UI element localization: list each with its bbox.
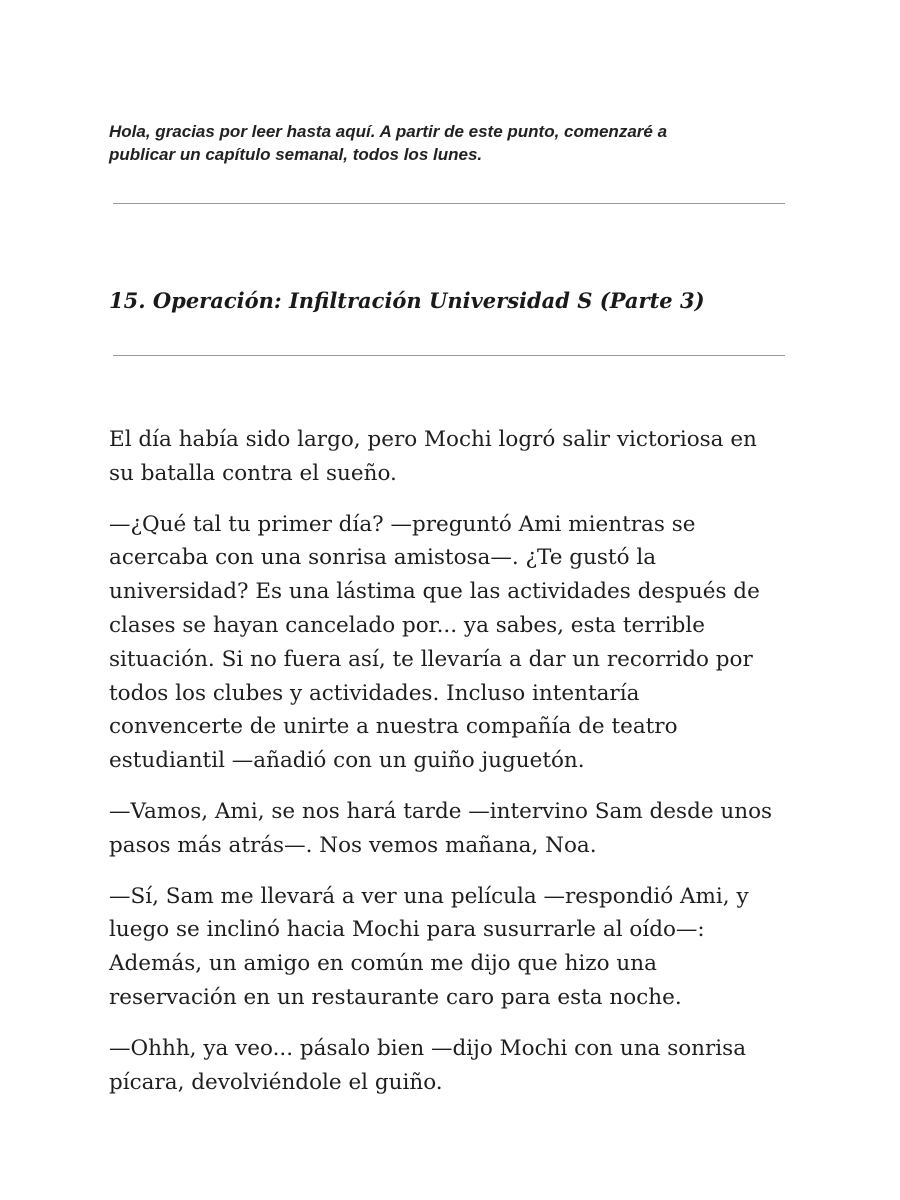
text-line: pícara, devolviéndole el guiño. <box>109 1069 443 1095</box>
text-line: —¿Qué tal tu primer día? —preguntó Ami mientras se <box>109 511 696 537</box>
chapter-body <box>109 423 799 1116</box>
text-line: reservación en un restaurante caro para esta noche. <box>109 984 682 1010</box>
text-line: situación. Si no fuera así, te llevaría a dar un recorrido por <box>109 646 753 672</box>
text-line: —Sí, Sam me llevará a ver una película —respondió Ami, y <box>109 883 749 909</box>
text-line: clases se hayan cancelado por... ya sabes, esta terrible <box>109 612 705 638</box>
text-line: su batalla contra el sueño. <box>109 460 397 486</box>
paragraph <box>109 508 799 778</box>
text-line: Además, un amigo en común me dijo que hizo una <box>109 951 657 977</box>
author-note-line: Hola, gracias por leer hasta aquí. A partir de este punto, comenzaré a <box>109 122 668 141</box>
text-line: universidad? Es una lástima que las actividades después de <box>109 579 760 605</box>
text-line: acercaba con una sonrisa amistosa—. ¿Te gustó la <box>109 545 657 571</box>
text-line: convencerte de unirte a nuestra compañía de teatro <box>109 714 678 740</box>
paragraph <box>109 795 799 863</box>
author-note-line: publicar un capítulo semanal, todos los lunes. <box>109 145 483 164</box>
text-line: todos los clubes y actividades. Incluso intentaría <box>109 680 640 706</box>
text-line: —Vamos, Ami, se nos hará tarde —intervino Sam desde unos <box>109 798 773 824</box>
author-note <box>109 120 769 166</box>
paragraph <box>109 1032 799 1100</box>
text-line: El día había sido largo, pero Mochi logró salir victoriosa en <box>109 427 757 452</box>
text-line: pasos más atrás—. Nos vemos mañana, Noa. <box>109 832 597 858</box>
text-line: —Ohhh, ya veo... pásalo bien —dijo Mochi con una sonrisa <box>109 1035 747 1061</box>
paragraph <box>109 880 799 1015</box>
chapter-title: 15. Operación: Infiltración Universidad S (Parte 3) <box>109 288 705 313</box>
text-line: luego se inclinó hacia Mochi para susurrarle al oído—: <box>109 917 705 943</box>
horizontal-divider <box>113 355 785 356</box>
text-line: estudiantil —añadió con un guiño juguetón. <box>109 748 585 774</box>
horizontal-divider <box>113 203 785 204</box>
paragraph <box>109 423 799 491</box>
